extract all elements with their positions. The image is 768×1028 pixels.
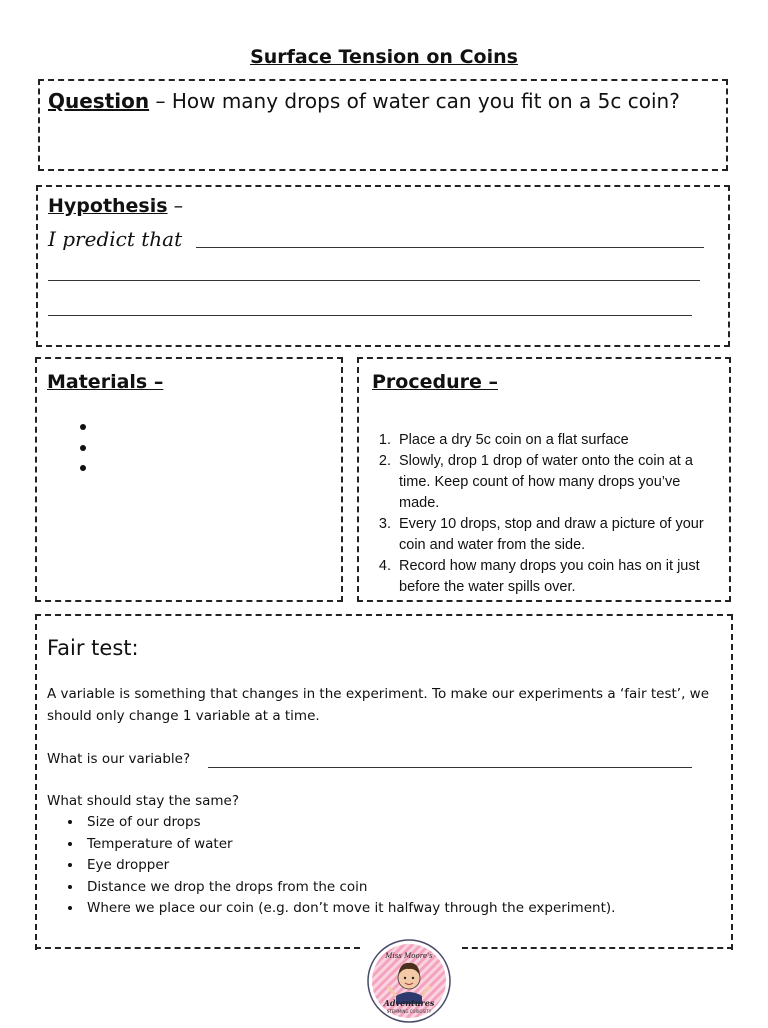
fair-test-label: Fair test: [47, 636, 139, 660]
materials-bullet-1 [80, 424, 86, 430]
materials-bullet-2 [80, 445, 86, 451]
hypothesis-heading [48, 195, 183, 217]
hypothesis-prompt: I predict that [48, 227, 183, 251]
list-item: • Where we place our coin (e.g. don’t move it halfway through the experiment). [83, 898, 727, 920]
variable-question: What is our variable? [47, 751, 191, 767]
list-item: • Distance we drop the drops from the coin [83, 877, 727, 899]
question-box [38, 79, 728, 171]
question-text: – How many drops of water can you fit on a 5c coin? [149, 89, 680, 113]
logo-line-2: Adventures [383, 998, 435, 1008]
variable-answer-line[interactable] [208, 767, 692, 768]
procedure-box [357, 357, 731, 602]
procedure-step: 3. Every 10 drops, stop and draw a picture of your coin and water from the side. [395, 514, 704, 556]
procedure-steps [369, 430, 704, 598]
fair-test-bottom-border-left [35, 947, 360, 949]
hypothesis-answer-line-3[interactable] [48, 315, 692, 316]
materials-bullet-3 [80, 465, 86, 471]
page-title: Surface Tension on Coins [250, 46, 518, 68]
hypothesis-answer-line-1[interactable] [196, 247, 704, 248]
question-line [48, 89, 680, 113]
fair-test-box [35, 614, 733, 950]
same-list [37, 812, 727, 920]
hypothesis-label: Hypothesis [48, 195, 168, 217]
hypothesis-box [36, 185, 730, 347]
procedure-step: 2. Slowly, drop 1 drop of water onto the coin at a time. Keep count of how many drops you’ve made. [395, 451, 704, 514]
logo-line-1: Miss Moore's [385, 952, 433, 960]
procedure-label: Procedure – [372, 371, 498, 393]
list-item: • Temperature of water [83, 834, 727, 856]
materials-box [35, 357, 343, 602]
hypothesis-answer-line-2[interactable] [48, 280, 700, 281]
list-item: • Eye dropper [83, 855, 727, 877]
logo [366, 938, 452, 1024]
procedure-step: 1. Place a dry 5c coin on a flat surface [395, 430, 704, 451]
question-label: Question [48, 89, 150, 113]
list-item: • Size of our drops [83, 812, 727, 834]
materials-label: Materials – [47, 371, 164, 393]
procedure-step: 4. Record how many drops you coin has on it just before the water spills over. [395, 556, 704, 598]
logo-line-3: STEMMING CURIOSITY [386, 1009, 432, 1014]
fair-test-intro: A variable is something that changes in the experiment. To make our experiments a ‘fair test’, we should only change 1 variable at a time. [47, 686, 710, 724]
same-question: What should stay the same? [47, 793, 240, 809]
fair-test-bottom-border-right [462, 947, 733, 949]
hypothesis-dash: – [167, 195, 184, 217]
